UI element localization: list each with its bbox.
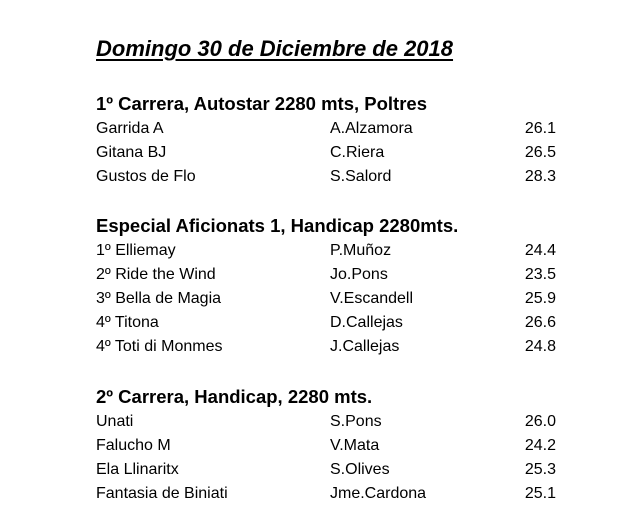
race-time: 25.9	[524, 290, 556, 307]
horse-name: 3º Bella de Magia	[96, 290, 222, 307]
race-time: 24.4	[524, 242, 556, 259]
result-row	[96, 482, 556, 506]
horse-name: 2º Ride the Wind	[96, 266, 216, 283]
horse-name: 4º Titona	[96, 314, 159, 331]
horse-name: Unati	[96, 413, 134, 430]
driver-name: C.Riera	[330, 144, 385, 161]
race-section-1	[96, 92, 556, 189]
page-title: Domingo 30 de Diciembre de 2018	[96, 36, 454, 61]
race-time: 26.1	[524, 120, 556, 137]
result-row	[96, 287, 556, 311]
result-row	[96, 458, 556, 482]
result-row	[96, 434, 556, 458]
race-section-2	[96, 214, 556, 359]
driver-name: J.Callejas	[330, 338, 400, 355]
driver-name: A.Alzamora	[330, 120, 413, 137]
result-row	[96, 335, 556, 359]
race-time: 23.5	[524, 266, 556, 283]
race-time: 24.2	[524, 437, 556, 454]
driver-name: V.Mata	[330, 437, 380, 454]
driver-name: S.Olives	[330, 461, 390, 478]
race-heading: 1º Carrera, Autostar 2280 mts, Poltres	[96, 93, 427, 114]
driver-name: V.Escandell	[330, 290, 414, 307]
horse-name: 4º Toti di Monmes	[96, 338, 223, 355]
driver-name: S.Pons	[330, 413, 382, 430]
horse-name: 1º Elliemay	[96, 242, 176, 259]
race-time: 26.6	[524, 314, 556, 331]
race-heading: Especial Aficionats 1, Handicap 2280mts.	[96, 215, 459, 236]
driver-name: S.Salord	[330, 168, 392, 185]
horse-name: Garrida A	[96, 120, 164, 137]
result-row	[96, 239, 556, 263]
race-time: 25.1	[524, 485, 556, 502]
result-row	[96, 311, 556, 335]
result-row	[96, 263, 556, 287]
horse-name: Gustos de Flo	[96, 168, 196, 185]
driver-name: P.Muñoz	[330, 242, 392, 259]
race-section-3	[96, 385, 556, 506]
race-time: 24.8	[524, 338, 556, 355]
result-row	[96, 141, 556, 165]
race-time: 28.3	[524, 168, 556, 185]
race-time: 25.3	[524, 461, 556, 478]
horse-name: Fantasia de Biniati	[96, 485, 228, 502]
result-row	[96, 117, 556, 141]
result-row	[96, 165, 556, 189]
horse-name: Falucho M	[96, 437, 171, 454]
race-time: 26.5	[524, 144, 556, 161]
horse-name: Ela Llinaritx	[96, 461, 179, 478]
horse-name: Gitana BJ	[96, 144, 167, 161]
result-row	[96, 410, 556, 434]
driver-name: Jo.Pons	[330, 266, 388, 283]
race-time: 26.0	[524, 413, 556, 430]
driver-name: Jme.Cardona	[330, 485, 427, 502]
driver-name: D.Callejas	[330, 314, 403, 331]
race-heading: 2º Carrera, Handicap, 2280 mts.	[96, 386, 373, 407]
